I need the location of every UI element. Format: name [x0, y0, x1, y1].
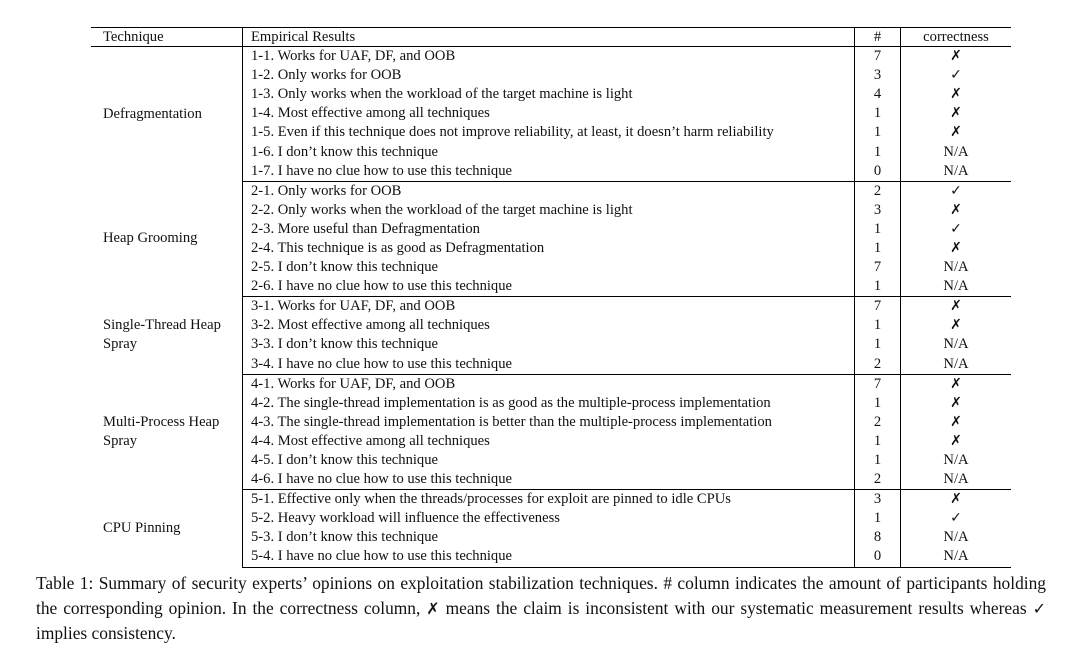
cross-icon	[901, 432, 1012, 451]
correctness-value: N/A	[901, 355, 1012, 375]
empirical-result: 4-5. I don’t know this technique	[243, 451, 855, 470]
participant-count: 7	[855, 297, 901, 317]
technique-name: CPU Pinning	[91, 490, 243, 567]
cross-mark-icon: ✗	[950, 317, 962, 334]
empirical-result: 3-4. I have no clue how to use this technique	[243, 355, 855, 375]
participant-count: 1	[855, 142, 901, 161]
cross-icon	[901, 297, 1012, 317]
cross-icon	[901, 316, 1012, 335]
participant-count: 1	[855, 394, 901, 413]
cross-mark-icon: ✗	[950, 201, 962, 218]
empirical-result: 1-5. Even if this technique does not improve reliability, at least, it doesn’t harm reliability	[243, 123, 855, 142]
cross-icon	[901, 413, 1012, 432]
cross-icon	[901, 123, 1012, 142]
participant-count: 7	[855, 374, 901, 394]
header-technique: Technique	[91, 28, 243, 47]
caption-check-icon: ✓	[1032, 598, 1046, 618]
empirical-result: 3-1. Works for UAF, DF, and OOB	[243, 297, 855, 317]
participant-count: 3	[855, 490, 901, 510]
participant-count: 1	[855, 277, 901, 297]
participant-count: 8	[855, 528, 901, 547]
empirical-result: 5-2. Heavy workload will influence the effectiveness	[243, 509, 855, 528]
participant-count: 2	[855, 470, 901, 490]
empirical-result: 5-4. I have no clue how to use this technique	[243, 547, 855, 567]
correctness-value: N/A	[901, 547, 1012, 567]
empirical-result: 1-2. Only works for OOB	[243, 66, 855, 85]
table-row	[91, 490, 1011, 510]
table-row	[91, 297, 1011, 317]
empirical-result: 2-2. Only works when the workload of the target machine is light	[243, 201, 855, 220]
participant-count: 7	[855, 47, 901, 67]
correctness-value: N/A	[901, 470, 1012, 490]
participant-count: 1	[855, 239, 901, 258]
cross-icon	[901, 104, 1012, 123]
check-mark-icon: ✓	[950, 67, 962, 84]
empirical-result: 2-4. This technique is as good as Defragmentation	[243, 239, 855, 258]
check-icon	[901, 181, 1012, 201]
participant-count: 2	[855, 413, 901, 432]
technique-group	[91, 374, 1011, 490]
empirical-result: 1-4. Most effective among all techniques	[243, 104, 855, 123]
table-header-row	[91, 28, 1011, 47]
technique-name: Defragmentation	[91, 47, 243, 182]
empirical-result: 1-6. I don’t know this technique	[243, 142, 855, 161]
technique-name: Single-Thread Heap Spray	[91, 297, 243, 374]
cross-icon	[901, 374, 1012, 394]
participant-count: 1	[855, 220, 901, 239]
empirical-result: 3-3. I don’t know this technique	[243, 335, 855, 354]
caption-cross-icon: ✗	[426, 598, 440, 618]
empirical-result: 4-6. I have no clue how to use this technique	[243, 470, 855, 490]
participant-count: 4	[855, 85, 901, 104]
check-mark-icon: ✓	[950, 510, 962, 527]
cross-mark-icon: ✗	[950, 491, 962, 508]
technique-group	[91, 181, 1011, 297]
cross-mark-icon: ✗	[950, 298, 962, 315]
correctness-value: N/A	[943, 143, 969, 160]
header-count: #	[855, 28, 901, 47]
empirical-result: 4-3. The single-thread implementation is better than the multiple-process implementation	[243, 413, 855, 432]
check-mark-icon: ✓	[950, 182, 962, 199]
participant-count: 1	[855, 123, 901, 142]
empirical-result: 2-6. I have no clue how to use this technique	[243, 277, 855, 297]
participant-count: 0	[855, 162, 901, 182]
table-row	[91, 374, 1011, 394]
empirical-result: 4-2. The single-thread implementation is as good as the multiple-process implementation	[243, 394, 855, 413]
empirical-result: 1-7. I have no clue how to use this technique	[243, 162, 855, 182]
participant-count: 7	[855, 258, 901, 277]
cross-icon	[901, 490, 1012, 510]
empirical-result: 1-3. Only works when the workload of the target machine is light	[243, 85, 855, 104]
cross-mark-icon: ✗	[950, 105, 962, 122]
correctness-value: N/A	[901, 277, 1012, 297]
technique-name: Multi-Process Heap Spray	[91, 374, 243, 490]
participant-count: 1	[855, 104, 901, 123]
cross-mark-icon: ✗	[950, 48, 962, 65]
correctness-value: N/A	[943, 259, 969, 276]
correctness-value: N/A	[943, 336, 969, 353]
participant-count: 3	[855, 66, 901, 85]
empirical-result: 1-1. Works for UAF, DF, and OOB	[243, 47, 855, 67]
participant-count: 1	[855, 432, 901, 451]
participant-count: 1	[855, 451, 901, 470]
cross-mark-icon: ✗	[950, 375, 962, 392]
cross-mark-icon: ✗	[950, 239, 962, 256]
header-correctness: correctness	[901, 28, 1012, 47]
correctness-value: N/A	[943, 529, 969, 546]
correctness-value: N/A	[901, 162, 1012, 182]
participant-count: 3	[855, 201, 901, 220]
caption-text-2: means the claim is inconsistent with our systematic measurement results whereas	[439, 597, 1033, 618]
participant-count: 2	[855, 355, 901, 375]
cross-mark-icon: ✗	[950, 124, 962, 141]
cross-icon	[901, 85, 1012, 104]
empirical-result: 4-4. Most effective among all techniques	[243, 432, 855, 451]
table-row	[91, 47, 1011, 67]
correctness-value: N/A	[943, 452, 969, 469]
empirical-result: 2-5. I don’t know this technique	[243, 258, 855, 277]
empirical-result: 2-1. Only works for OOB	[243, 181, 855, 201]
technique-name: Heap Grooming	[91, 181, 243, 297]
participant-count: 0	[855, 547, 901, 567]
technique-group	[91, 297, 1011, 374]
check-icon	[901, 509, 1012, 528]
cross-mark-icon: ✗	[950, 413, 962, 430]
caption-text-1: Table 1: Summary of security experts’ opinions on exploitation stabilization techniques. # column indicates the amount of participants holding the corresponding opinion. In the correctness column,	[36, 573, 1046, 618]
participant-count: 1	[855, 335, 901, 354]
empirical-result: 5-3. I don’t know this technique	[243, 528, 855, 547]
cross-icon	[901, 239, 1012, 258]
header-empirical-results: Empirical Results	[243, 28, 855, 47]
technique-group	[91, 47, 1011, 182]
check-icon	[901, 66, 1012, 85]
cross-icon	[901, 394, 1012, 413]
check-icon	[901, 220, 1012, 239]
cross-icon	[901, 47, 1012, 67]
cross-mark-icon: ✗	[950, 394, 962, 411]
results-table	[91, 27, 1011, 568]
empirical-result: 5-1. Effective only when the threads/processes for exploit are pinned to idle CPUs	[243, 490, 855, 510]
empirical-result: 4-1. Works for UAF, DF, and OOB	[243, 374, 855, 394]
table-row	[91, 181, 1011, 201]
participant-count: 1	[855, 316, 901, 335]
check-mark-icon: ✓	[950, 220, 962, 237]
empirical-result: 3-2. Most effective among all techniques	[243, 316, 855, 335]
technique-group	[91, 490, 1011, 567]
table-caption	[36, 571, 1046, 646]
empirical-result: 2-3. More useful than Defragmentation	[243, 220, 855, 239]
cross-icon	[901, 201, 1012, 220]
cross-mark-icon: ✗	[950, 432, 962, 449]
participant-count: 1	[855, 509, 901, 528]
caption-text-3: implies consistency.	[36, 623, 176, 643]
cross-mark-icon: ✗	[950, 86, 962, 103]
participant-count: 2	[855, 181, 901, 201]
